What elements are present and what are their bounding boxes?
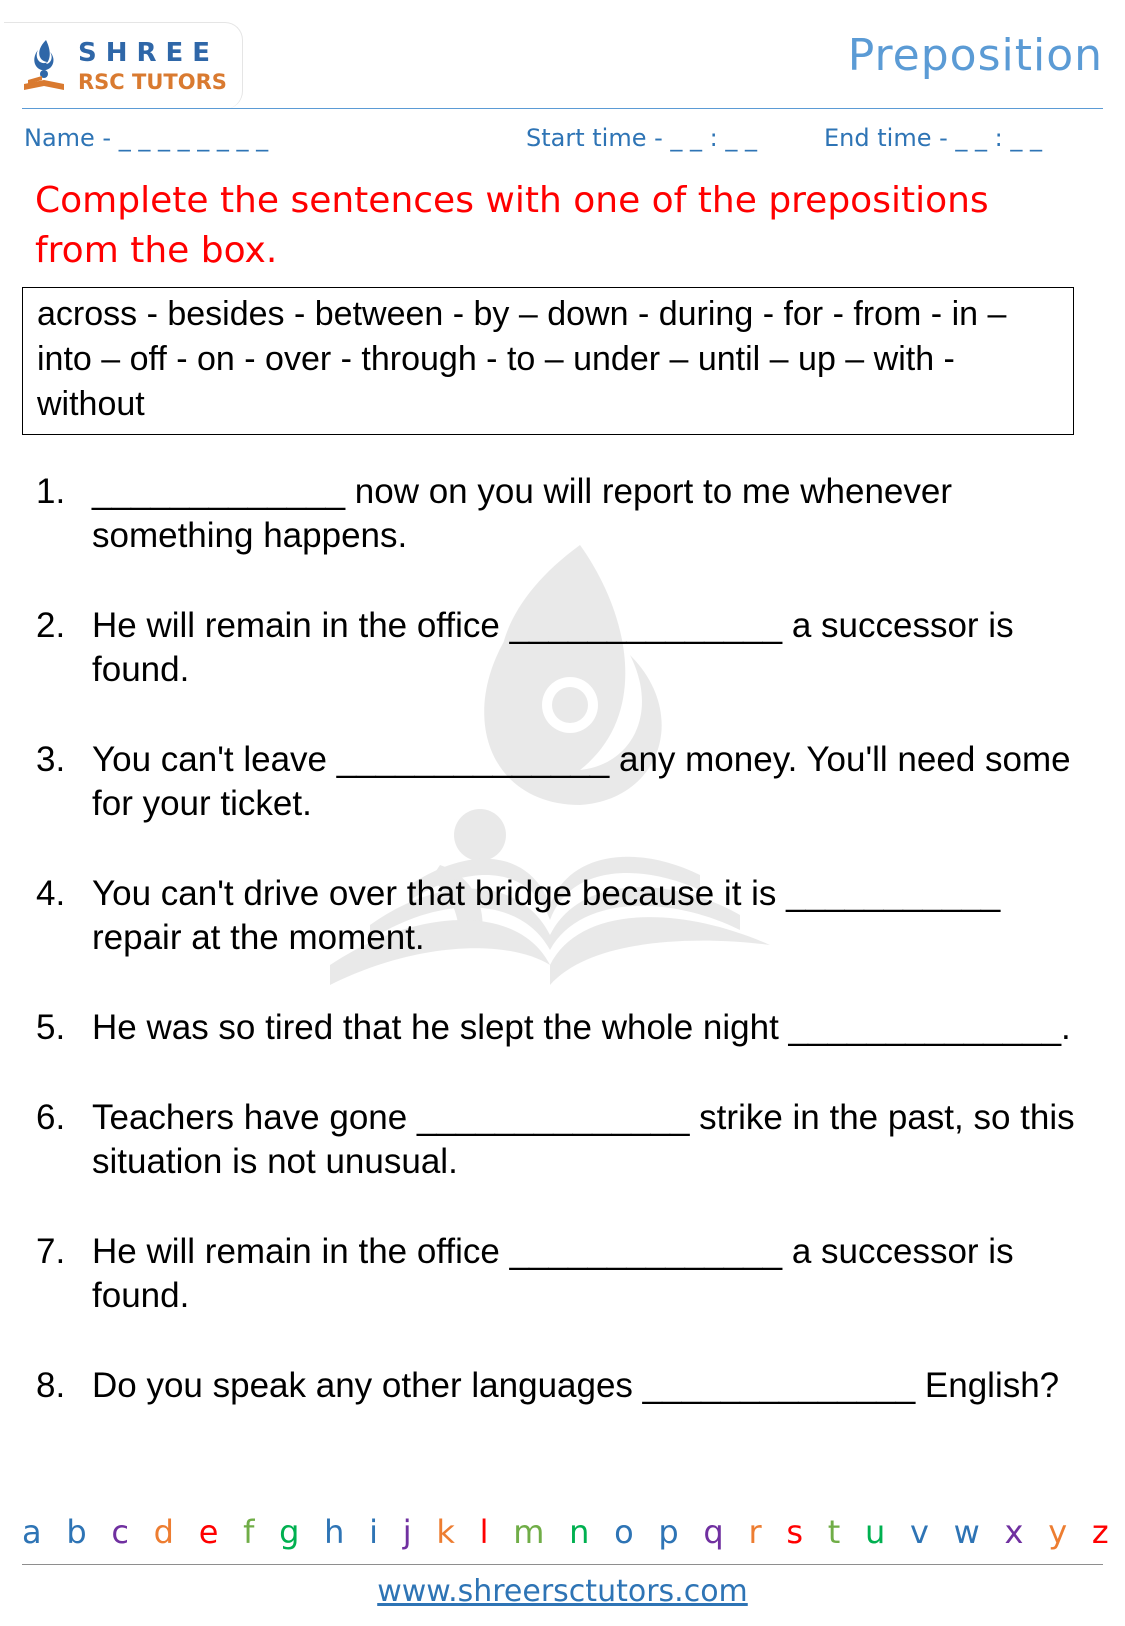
question-item: [36, 1230, 1076, 1318]
question-text: _____________ now on you will report to me whenever something happens.: [92, 472, 953, 555]
brand-logo: [0, 18, 245, 110]
alphabet-strip: [22, 1513, 1109, 1553]
alphabet-letter: u: [864, 1513, 886, 1551]
alphabet-letter: s: [786, 1513, 803, 1551]
alphabet-letter: z: [1091, 1513, 1109, 1551]
question-number: 1.: [36, 472, 66, 511]
alphabet-letter: t: [827, 1513, 841, 1551]
alphabet-letter: a: [22, 1513, 42, 1551]
preposition-word-box: across - besides - between - by – down - during - for - from - in – into – off - on - over - through - to – under – until – up – with - without: [22, 287, 1074, 435]
logo-text-shree: SHREE: [78, 38, 220, 68]
footer-divider: [22, 1564, 1103, 1565]
header-divider: [22, 108, 1103, 109]
question-item: [36, 470, 1076, 558]
alphabet-letter: o: [614, 1513, 634, 1551]
question-text: You can't drive over that bridge because it is ___________ repair at the moment.: [92, 874, 1001, 957]
alphabet-letter: h: [324, 1513, 345, 1551]
question-item: [36, 1364, 1076, 1408]
worksheet-title: Preposition: [847, 30, 1103, 81]
logo-text-rsc-tutors: RSC TUTORS: [78, 70, 227, 94]
alphabet-letter: g: [279, 1513, 300, 1551]
question-text: You can't leave ______________ any money. You'll need some for your ticket.: [92, 740, 1071, 823]
alphabet-letter: k: [436, 1513, 455, 1551]
name-field: Name - _ _ _ _ _ _ _ _: [24, 124, 269, 152]
alphabet-letter: c: [111, 1513, 129, 1551]
alphabet-letter: y: [1048, 1513, 1068, 1551]
alphabet-letter: x: [1004, 1513, 1024, 1551]
alphabet-letter: p: [658, 1513, 679, 1551]
alphabet-letter: l: [479, 1513, 489, 1551]
question-number: 6.: [36, 1098, 66, 1137]
alphabet-letter: w: [953, 1513, 980, 1551]
website-link[interactable]: www.shreersctutors.com: [377, 1574, 748, 1609]
question-text: He will remain in the office ______________ a successor is found.: [92, 1232, 1014, 1315]
question-item: [36, 738, 1076, 826]
question-text: He was so tired that he slept the whole night ______________.: [92, 1008, 1071, 1047]
alphabet-letter: q: [703, 1513, 724, 1551]
instruction-text: Complete the sentences with one of the prepositions from the box.: [35, 180, 989, 271]
question-text: He will remain in the office ______________ a successor is found.: [92, 606, 1014, 689]
start-time-field: Start time - _ _ : _ _: [526, 124, 757, 152]
alphabet-letter: i: [369, 1513, 379, 1551]
alphabet-letter: n: [569, 1513, 590, 1551]
end-time-field: End time - _ _ : _ _: [824, 124, 1042, 152]
logo-flame-book-icon: [20, 36, 70, 96]
question-number: 7.: [36, 1232, 66, 1271]
alphabet-letter: f: [243, 1513, 255, 1551]
question-number: 3.: [36, 740, 66, 779]
alphabet-letter: d: [153, 1513, 174, 1551]
question-text: Do you speak any other languages ______________ English?: [92, 1366, 1060, 1405]
alphabet-letter: m: [513, 1513, 545, 1551]
alphabet-letter: j: [402, 1513, 412, 1551]
alphabet-letter: v: [909, 1513, 929, 1551]
question-item: [36, 1006, 1076, 1050]
question-number: 5.: [36, 1008, 66, 1047]
question-text: Teachers have gone ______________ strike in the past, so this situation is not unusual.: [92, 1098, 1075, 1181]
question-item: [36, 872, 1076, 960]
question-number: 4.: [36, 874, 66, 913]
question-list: [36, 470, 1076, 1408]
question-item: [36, 1096, 1076, 1184]
question-number: 8.: [36, 1366, 66, 1405]
alphabet-letter: b: [66, 1513, 87, 1551]
question-number: 2.: [36, 606, 66, 645]
alphabet-letter: e: [198, 1513, 219, 1551]
alphabet-letter: r: [748, 1513, 762, 1551]
question-item: [36, 604, 1076, 692]
